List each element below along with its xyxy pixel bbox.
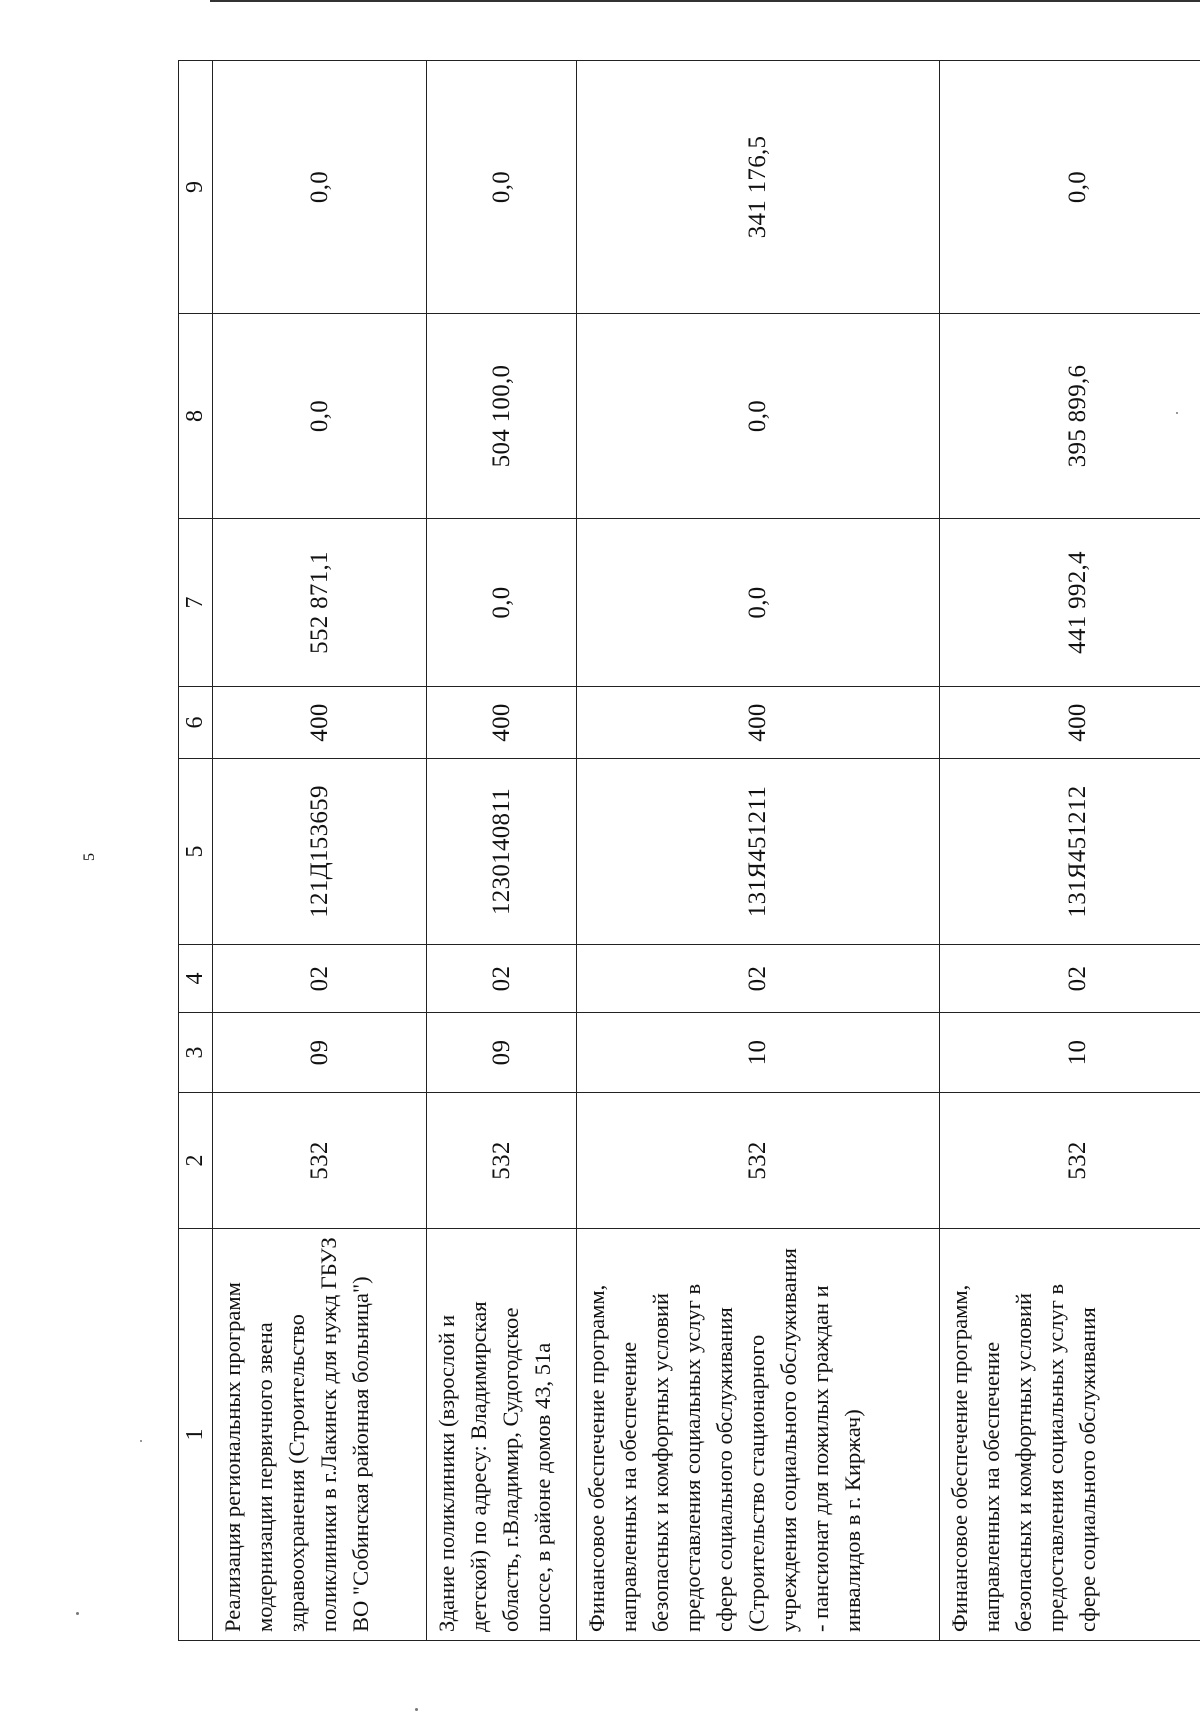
col3-cell: 10 <box>577 1013 940 1093</box>
header-cell: 8 <box>179 314 213 519</box>
header-cell: 5 <box>179 759 213 945</box>
row-name-cell: Здание поликлиники (взрослой и детской) по адресу: Владимирская область, г.Владимир, Судогодское шоссе, в районе домов 43, 51а <box>427 1229 577 1641</box>
row-name-cell: Реализация региональных программ модернизации первичного звена здравоохранения (Строительство поликлиники в г.Лакинск для нужд ГБУЗ ВО "Собинская районная больница") <box>213 1229 427 1641</box>
col5-cell: 1230140811 <box>427 759 577 945</box>
col7-cell: 0,0 <box>577 519 940 687</box>
col2-cell: 532 <box>940 1093 1200 1229</box>
col9-cell: 341 176,5 <box>577 61 940 314</box>
header-cell: 3 <box>179 1013 213 1093</box>
table-row <box>213 61 427 1641</box>
header-cell: 1 <box>179 1229 213 1641</box>
col4-cell: 02 <box>427 945 577 1013</box>
header-cell: 6 <box>179 687 213 759</box>
table-header-row <box>179 61 213 1641</box>
col8-cell: 0,0 <box>577 314 940 519</box>
scan-speck <box>415 1708 418 1711</box>
col9-cell: 0,0 <box>940 61 1200 314</box>
table-row <box>940 61 1200 1641</box>
col2-cell: 532 <box>213 1093 427 1229</box>
col8-cell: 504 100,0 <box>427 314 577 519</box>
budget-table <box>178 60 1200 1641</box>
col9-cell: 0,0 <box>213 61 427 314</box>
col6-cell: 400 <box>213 687 427 759</box>
page-number: 5 <box>81 853 98 861</box>
scan-speck <box>140 1440 142 1442</box>
col2-cell: 532 <box>427 1093 577 1229</box>
col9-cell: 0,0 <box>427 61 577 314</box>
header-cell: 4 <box>179 945 213 1013</box>
top-border-line <box>210 0 1200 2</box>
header-cell: 2 <box>179 1093 213 1229</box>
scan-speck <box>76 1612 79 1615</box>
col7-cell: 441 992,4 <box>940 519 1200 687</box>
col5-cell: 121Д153659 <box>213 759 427 945</box>
table-row <box>427 61 577 1641</box>
col4-cell: 02 <box>940 945 1200 1013</box>
col2-cell: 532 <box>577 1093 940 1229</box>
col4-cell: 02 <box>577 945 940 1013</box>
col3-cell: 10 <box>940 1013 1200 1093</box>
col7-cell: 552 871,1 <box>213 519 427 687</box>
col4-cell: 02 <box>213 945 427 1013</box>
table-row <box>577 61 940 1641</box>
row-name-cell: Финансовое обеспечение программ, направленных на обеспечение безопасных и комфортных условий предоставления социальных услуг в сфере социального обслуживания <box>940 1229 1200 1641</box>
col5-cell: 131Я451212 <box>940 759 1200 945</box>
header-cell: 7 <box>179 519 213 687</box>
col6-cell: 400 <box>577 687 940 759</box>
col3-cell: 09 <box>427 1013 577 1093</box>
col8-cell: 395 899,6 <box>940 314 1200 519</box>
col8-cell: 0,0 <box>213 314 427 519</box>
col6-cell: 400 <box>940 687 1200 759</box>
col6-cell: 400 <box>427 687 577 759</box>
col3-cell: 09 <box>213 1013 427 1093</box>
col7-cell: 0,0 <box>427 519 577 687</box>
rotated-table-container <box>178 61 1200 1641</box>
row-name-cell: Финансовое обеспечение программ, направленных на обеспечение безопасных и комфортных условий предоставления социальных услуг в сфере социального обслуживания (Строительство стационарного учреждения социального обслуживания - пансионат для пожилых граждан и инвалидов в г. Киржач) <box>577 1229 940 1641</box>
header-cell: 9 <box>179 61 213 314</box>
col5-cell: 131Я451211 <box>577 759 940 945</box>
